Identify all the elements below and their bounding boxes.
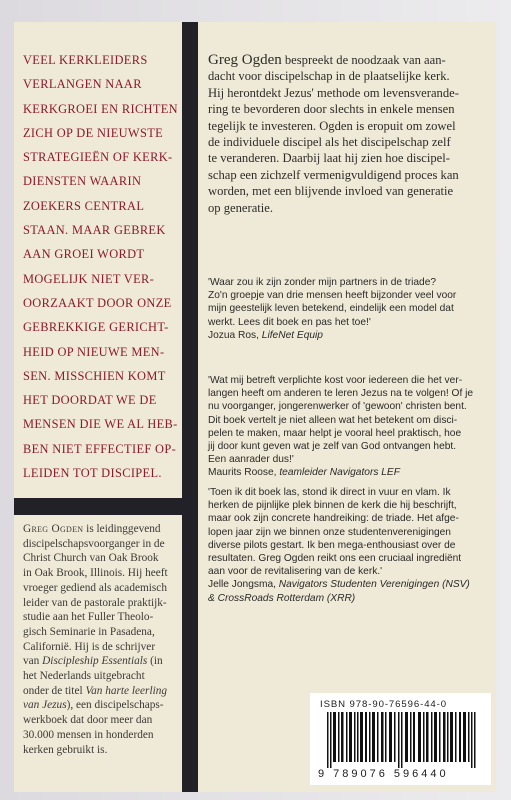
endorsement-1-text: 'Waar zou ik zijn zonder mijn partners in de triade? Zo'n groepje van drie mensen heeft bijzonder veel voor mijn geestelijk leven betekend, eindelijk een model dat werkt. Lees dit boek en pas het toe!' [208,277,457,328]
bio-book-title-1: Discipleship Essentials [42,655,148,668]
cover-panel [14,22,496,792]
isbn-number: ISBN 978-90-76596-44-0 [320,699,447,710]
intro-author-name: Greg Ogden [208,52,282,68]
endorsement-3 [208,486,490,605]
endorsement-3-source [208,578,490,604]
bio-author-name: Greg Ogden [23,523,84,535]
endorsement-3-author: Jelle Jongsma, [208,579,279,591]
endorsement-3-organization: Navigators Studenten Verenigingen (NSV) & CrossRoads Rotterdam (XRR) [208,579,470,604]
intro-body: bespreekt de noodzaak van aan- dacht voor discipelschap in de plaatselijke kerk. Hij herontdekt Jezus' methode om levensverande- ring te bevorderen door slechts in enkele mensen tegelijk te investeren. Ogden is eropuit om zowel de individuele discipel als het discipelschap zelf te veranderen. Daarbij laat hij zien hoe discipel- schap een zichzelf vermenigvuldigend proces kan worden, met een blijvende invloed van generatie op generatie. [208,53,459,215]
endorsement-1-source [208,329,490,342]
right-column [198,22,496,792]
endorsement-2-organization: teamleider Navigators LEF [279,467,400,479]
endorsement-1-organization: LifeNet Equip [261,329,323,341]
endorsement-2-source [208,466,490,479]
endorsement-2 [208,374,490,480]
bio-box [14,515,182,792]
endorsement-3-text: 'Toen ik dit boek las, stond ik direct in vuur en vlam. Ik herken de pijnlijke plek binnen de kerk die hij beschrijft, maar ook zijn concrete handreiking: de triade. Het afge- lopen jaar zijn we binnen onze studentenverenigingen diverse pilots gestart. Ik ben mega-enthousiast over de resultaten. Greg Ogden reikt ons een cruciaal ingrediënt aan voor de revitalisering van de kerk.' [208,487,462,578]
author-bio [23,522,179,757]
intro-text [208,52,490,216]
bio-text-1: is leidinggevend discipelschapsvoorganger in de Christ Church van Oak Brook in Oak Brook, Illinois. Hij heeft vroeger gediend als academisch leider van de pastorale praktijk- studie aan het Fuller Theolo- gisch Seminarie in Pasadena, Californië. Hij is de schrijver van [23,523,168,668]
bio-text-3: ), een discipelschaps- werkboek dat door meer dan 30.000 mensen in honderden kerken gebruikt is. [23,699,164,756]
barcode-icon [319,712,483,768]
headline-text: VEEL KERKLEIDERS VERLANGEN NAAR KERKGROEI EN RICHTEN ZICH OP DE NIEUWSTE STRATEGIEËN OF KERK- DIENSTEN WAARIN ZOEKERS CENTRAL STAAN. MAAR GEBREK AAN GROEI WORDT MOGELIJK NIET VER- OORZAAKT DOOR ONZE GEBREKKIGE GERICHT- HEID OP NIEUWE MEN- SEN. MISSCHIEN KOMT HET DOORDAT WE DE MENSEN DIE WE AL HEB- BEN NIET EFFECTIEF OP- LEIDEN TOT DISCIPEL. [23,53,178,481]
bio-text-2: (in het Nederlands uitgebracht onder de titel [23,655,163,697]
barcode-label [310,693,491,785]
endorsement-1-author: Jozua Ros, [208,329,262,341]
endorsement-2-text: 'Wat mij betreft verplichte kost voor iedereen die het ver- langen heeft om anderen te leren Jezus na te volgen! Of je nu voorganger, jongerenwerker of 'gewoon' christen bent. Dit boek vertelt je niet alleen wat het betekent om disci- pelen te maken, maar helpt je vooral heel praktisch, hoe jij door kunt geven wat je zelf van God ontvangen hebt. Een aanrader dus!' [208,375,474,466]
bio-book-title-2: Van harte leerling van Jezus [23,684,168,712]
column-divider [14,498,182,515]
endorsement-2-author: Maurits Roose, [208,467,280,479]
endorsement-1 [208,276,490,342]
ean-number: 9 789076 596440 [318,768,449,780]
